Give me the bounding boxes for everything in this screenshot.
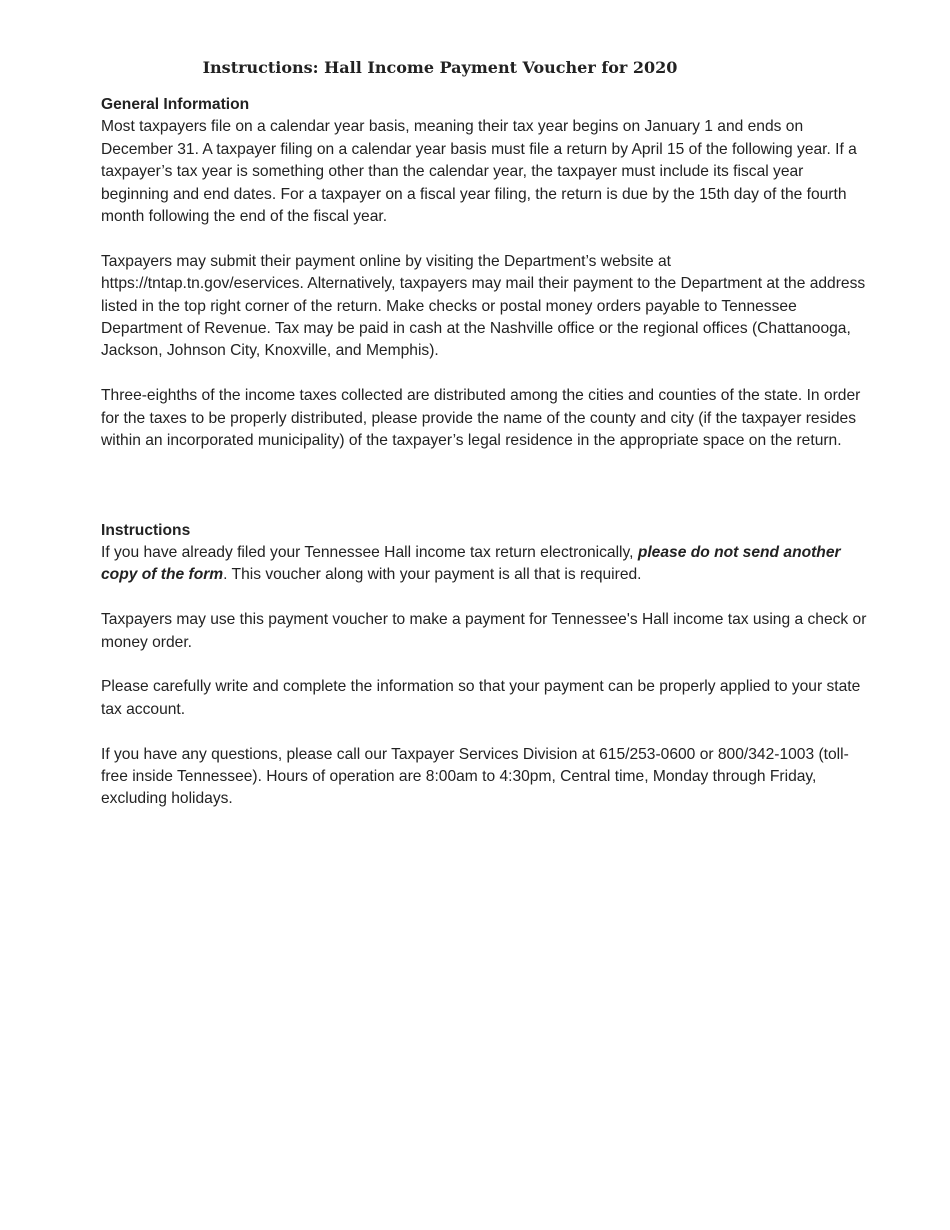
document-title: Instructions: Hall Income Payment Voucher for 2020 <box>202 58 678 77</box>
instructions-paragraph-1-end: . This voucher along with your payment is all that is required. <box>223 566 642 584</box>
instructions-heading: Instructions <box>101 521 191 539</box>
section-spacer <box>101 475 873 520</box>
general-paragraph-2: Taxpayers may submit their payment online by visiting the Department’s website at https://tntap.tn.gov/eservices. Alternatively, taxpayers may mail their payment to the Department at the address listed in the top right corner of the return. Make checks or postal money orders payable to Tennessee Department of Revenue. Tax may be paid in cash at the Nashville office or the regional offices (Chattanooga, Jackson, Johnson City, Knoxville, and Memphis). <box>101 252 866 360</box>
instructions-paragraph-2: Taxpayers may use this payment voucher to make a payment for Tennessee's Hall income tax using a check or money order. <box>101 611 867 651</box>
instructions-paragraph-1 <box>101 542 873 587</box>
general-paragraph-3: Three-eighths of the income taxes collected are distributed among the cities and counties of the state. In order for the taxes to be properly distributed, please provide the name of the county and city (if the taxpayer resides within an incorporated municipality) of the taxpayer’s legal residence in the appropriate space on the return. <box>101 387 861 450</box>
instructions-section <box>101 520 873 811</box>
instructions-paragraph-4: If you have any questions, please call our Taxpayer Services Division at 615/253-0600 or 800/342-1003 (toll-free inside Tennessee). Hours of operation are 8:00am to 4:30pm, Central time, Monday through Friday, excluding holidays. <box>101 745 849 808</box>
general-information-heading: General Information <box>101 96 250 113</box>
instructions-paragraph-3: Please carefully write and complete the information so that your payment can be properly applied to your state tax account. <box>101 678 861 718</box>
instructions-paragraph-1-start: If you have already filed your Tennessee Hall income tax return electronically, <box>101 544 638 562</box>
document-body <box>101 94 873 833</box>
instructions-paragraph-1-emphasis: please do not send another copy of the form <box>101 544 841 584</box>
general-information-section <box>101 94 873 452</box>
general-paragraph-1: Most taxpayers file on a calendar year basis, meaning their tax year begins on January 1 and ends on December 31. A taxpayer filing on a calendar year basis must file a return by April 15 of the following year. If a taxpayer’s tax year is something other than the calendar year, the taxpayer must include its fiscal year beginning and end dates. For a taxpayer on a fiscal year filing, the return is due by the 15th day of the fourth month following the end of the fiscal year. <box>101 118 857 226</box>
